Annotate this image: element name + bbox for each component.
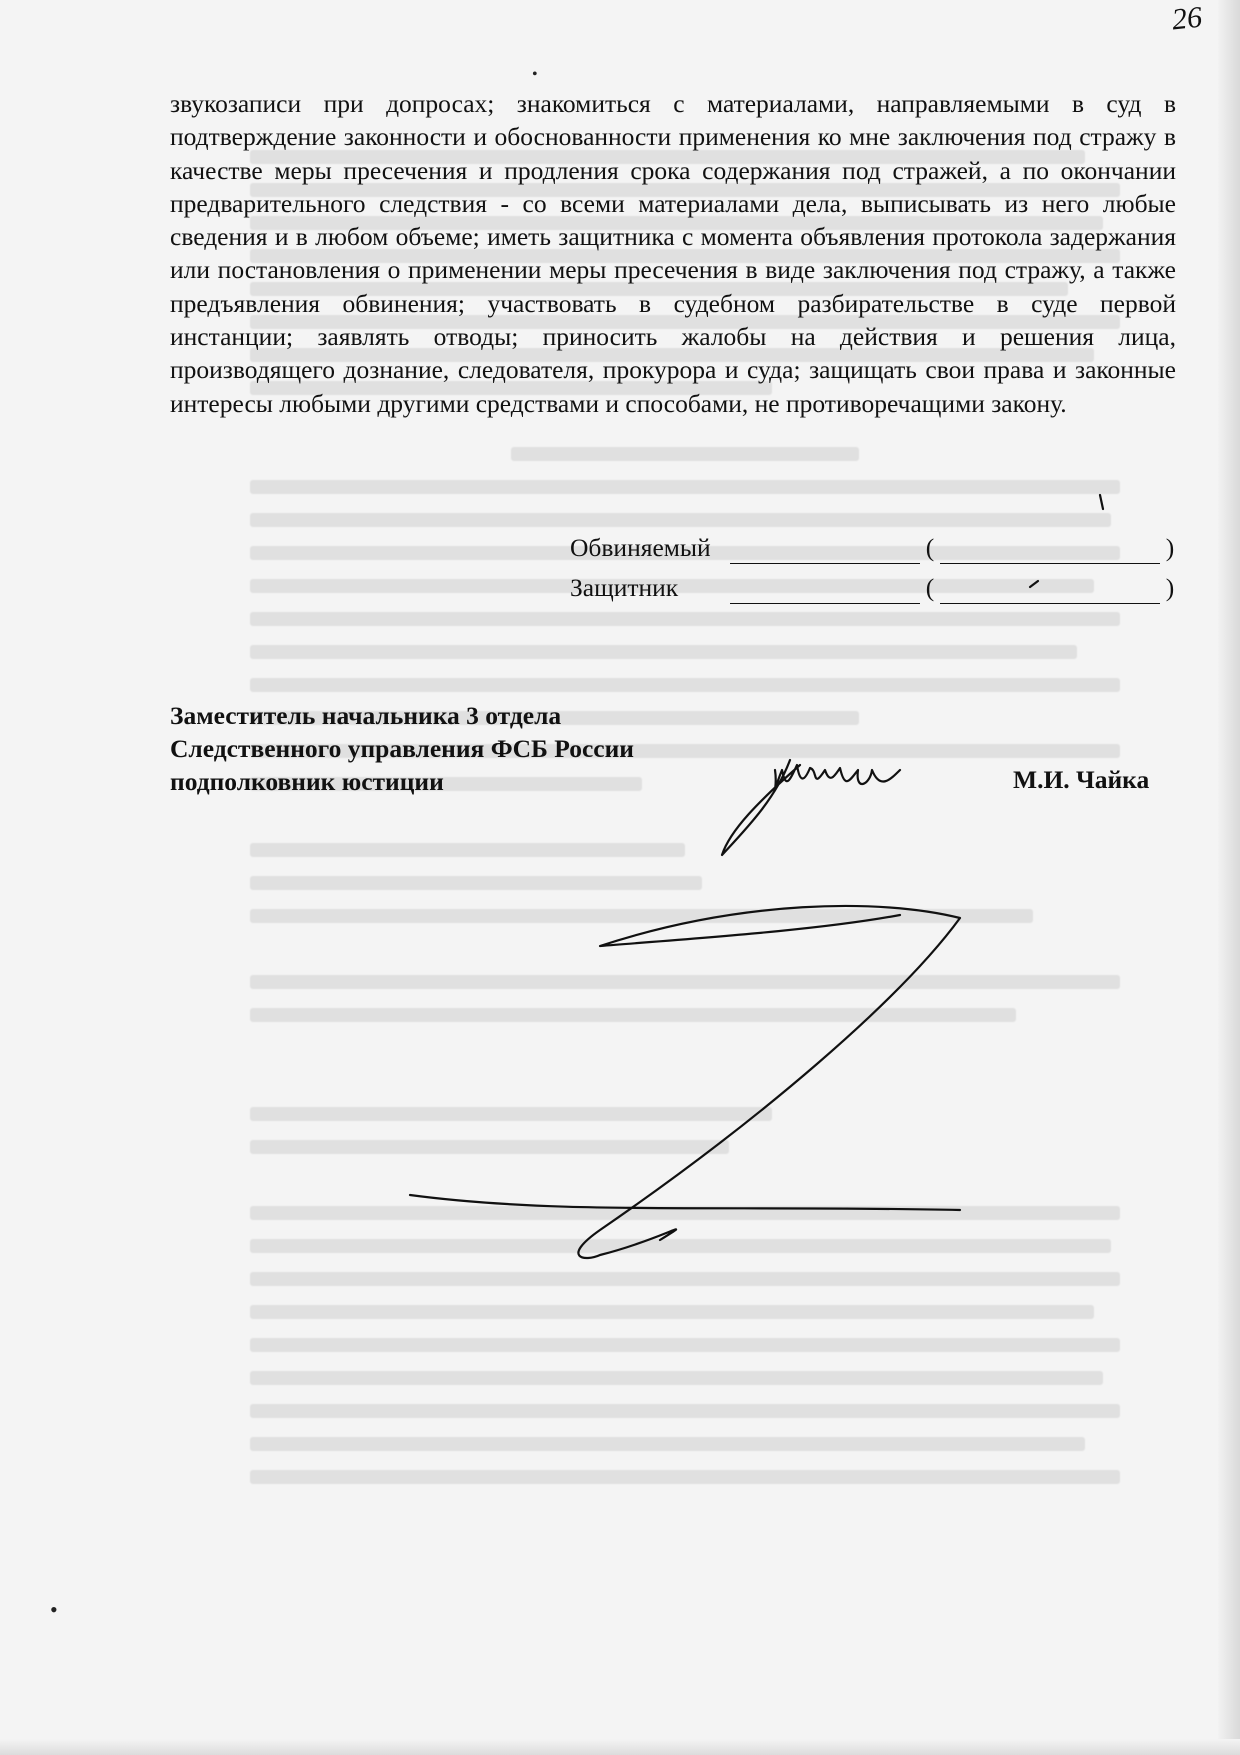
official-title-line-1: Заместитель начальника 3 отдела (170, 701, 562, 730)
close-paren: ) (1165, 533, 1175, 562)
large-diagonal-stroke (578, 906, 960, 1258)
official-signature (722, 760, 900, 855)
official-title-line-3: подполковник юстиции (170, 767, 444, 796)
rights-paragraph: звукозаписи при допросах; знакомиться с материалами, направляемыми в суд в подтверждение законности и обоснованности применения ко мне заключения под стражу в качестве меры пресечения и продления срока содержания под стражей, а по окончании предварительного следствия - со всеми материалами дела, выписывать из него любые сведения и в любом объеме; иметь защитника с момента объявления протокола задержания или постановления о применении меры пресечения в виде заключения под стражу, а также предъявления обвинения; участвовать в судебном разбирательстве в суде первой инстанции; заявлять отводы; приносить жалобы на действия и решения лица, производящего дознание, следователя, прокурора и суда; защищать свои права и законные интересы любыми другими средствами и способами, не противоречащими закону. (170, 89, 1176, 418)
close-paren: ) (1165, 573, 1175, 602)
small-mark-accused (1100, 495, 1103, 509)
accused-label: Обвиняемый (570, 533, 711, 562)
scan-speck: • (50, 1597, 58, 1622)
defender-label: Защитник (570, 573, 679, 602)
small-mark-defender (1030, 581, 1038, 587)
scan-speck: • (532, 66, 538, 83)
open-paren: ( (925, 573, 935, 602)
official-title-line-2: Следственного управления ФСБ России (170, 734, 634, 763)
official-name: М.И. Чайка (1013, 765, 1150, 794)
horizontal-underline-stroke (410, 1195, 960, 1210)
page-number: 26 (1170, 0, 1204, 37)
open-paren: ( (925, 533, 935, 562)
